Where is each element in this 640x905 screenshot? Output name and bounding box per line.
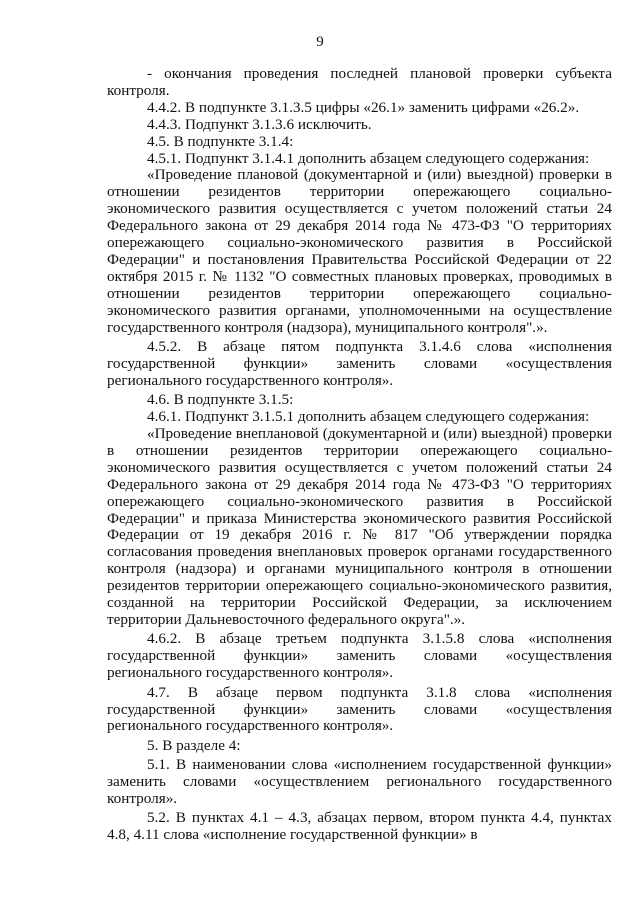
paragraph-8: 4.6. В подпункте 3.1.5:	[147, 391, 294, 409]
paragraph-6: «Проведение плановой (документарной и (или) выездной) проверки в отношении резидентов территории опережающего социально-экономического развития осуществляется с учетом положений статьи 24 Федерального закона от 29 декабря 2014 года № 473-ФЗ "О территориях опережающего социально-экономического развития в Российской Федерации" и постановления Правительства Российской Федерации от 22 октября 2015 г. № 1132 "О совместных плановых проверках, проводимых в отношении резидентов территории опережающего социально-экономического развития органами, уполномоченными на осуществление государственного контроля (надзора), муниципального контроля".».	[107, 166, 612, 336]
paragraph-14: 5.1. В наименовании слова «исполнением государственной функции» заменить словами «осуществлением регионального государственного контроля».	[107, 756, 612, 808]
paragraph-3: 4.4.3. Подпункт 3.1.3.6 исключить.	[147, 115, 372, 133]
paragraph-10: «Проведение внеплановой (документарной и (или) выездной) проверки в отношении резидентов территории опережающего социально-экономического развития осуществляется с учетом положений статьи 24 Федерального закона от 29 декабря 2014 года № 473-ФЗ "О территориях опережающего социально-экономического развития в Российской Федерации" и приказа Министерства экономического развития Российской Федерации от 19 декабря 2016 г. № 817 "Об утверждении порядка согласования проведения внеплановых проверок органами государственного контроля (надзора) и органами муниципального контроля в отношении резидентов территории опережающего социально-экономического развития, созданной на территории Российской Федерации, за исключением территории Дальневосточного федерального округа".».	[107, 425, 612, 628]
paragraph-5: 4.5.1. Подпункт 3.1.4.1 дополнить абзацем следующего содержания:	[147, 149, 590, 167]
paragraph-12: 4.7. В абзаце первом подпункта 3.1.8 слова «исполнения государственной функции» заменить словами «осуществления регионального государственного контроля».	[107, 683, 612, 735]
paragraph-4: 4.5. В подпункте 3.1.4:	[147, 132, 294, 150]
paragraph-2: 4.4.2. В подпункте 3.1.3.5 цифры «26.1» заменить цифрами «26.2».	[147, 98, 580, 116]
paragraph-13: 5. В разделе 4:	[147, 736, 241, 754]
paragraph-15: 5.2. В пунктах 4.1 – 4.3, абзацах первом, втором пункта 4.4, пунктах 4.8, 4.11 слова «исполнение государственной функции» в	[107, 809, 612, 844]
paragraph-1: - окончания проведения последней плановой проверки субъекта контроля.	[107, 65, 612, 99]
paragraph-9: 4.6.1. Подпункт 3.1.5.1 дополнить абзацем следующего содержания:	[147, 408, 590, 426]
document-body	[107, 66, 612, 844]
paragraph-11: 4.6.2. В абзаце третьем подпункта 3.1.5.8 слова «исполнения государственной функции» заменить словами «осуществления регионального государственного контроля».	[107, 630, 612, 682]
paragraph-7: 4.5.2. В абзаце пятом подпункта 3.1.4.6 слова «исполнения государственной функции» заменить словами «осуществления регионального государственного контроля».	[107, 338, 612, 389]
page-number: 9	[316, 34, 324, 50]
